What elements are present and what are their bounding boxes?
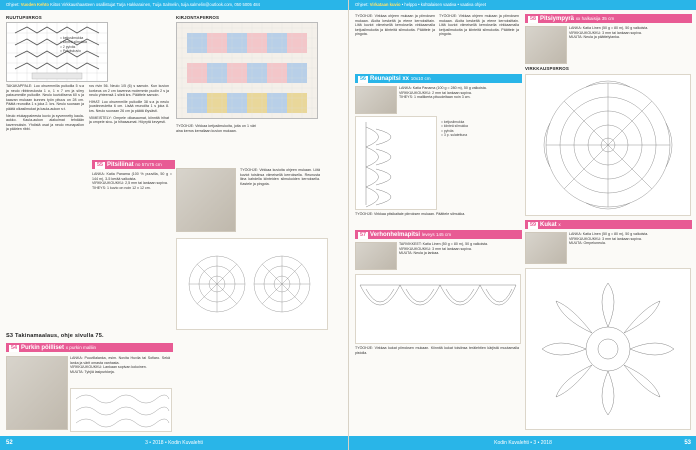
kuvio-note <box>176 124 256 164</box>
sweater-grid-chart <box>6 22 108 82</box>
pattern-54-header <box>6 343 173 352</box>
pattern-55-photo <box>176 168 236 232</box>
page-number: 52 <box>6 440 13 446</box>
pattern-subtitle: x <box>558 222 561 227</box>
legend-item: = 3 p. sulatettuna <box>441 133 468 138</box>
left-col1-text <box>6 84 84 329</box>
topbar-rest: Kiitos Virkkaushaasteen osallistujat Tarja Hakkarainen, Tuija Salmelin, tuija.salmelin@outlook.com, 050 5005 484 <box>50 2 260 7</box>
footer-text: Kodin Kuvalehti • 3 • 2018 <box>494 440 552 446</box>
paragraph: TYÖOHJE: Virkkaa ketjusilmukoita, joita on 1 väri aina kerros kerrallaan kuvion mukaan. <box>176 124 256 133</box>
paragraph: HIHAT: Luo ohuemmille puikoille 38 s:a ja neulo joustinneuletta 6 cm. Lisää reunoilta 1 s joka 8. krs. Neulo suoraan 26 cm ja päätä löysästi. <box>89 99 169 113</box>
pattern-title: Pitsiympyrä <box>540 16 575 22</box>
ruutupiirros-label: RUUTUPIIRROS <box>6 15 42 20</box>
left-footer <box>0 436 348 450</box>
topbar-accent: Vuoden Kehto <box>20 2 49 7</box>
right-topbar <box>349 0 696 10</box>
flower-diagram-59 <box>525 268 691 430</box>
pattern-55-header <box>92 160 175 169</box>
left-topbar <box>0 0 348 10</box>
edging-diagram-56 <box>355 116 437 210</box>
jar-diagram-54 <box>70 388 172 432</box>
paragraph: Neulo etukappaleesta kuvio ja syvennetty kaula-aukko. Kaula-aukon alakulmat tehdään kavennuksin. Yhdistä osat ja neulo reunapallon ja päärien ribbi. <box>6 113 84 132</box>
pattern-54-materials: LANKA: Puuvillalanka, esim. Novita Huvila tai Sofiaro. Sekä lanka ja värit omasta vanhasta. VIRKKUUKOUKKU: Lankaan sopivan kokoinen. MUUTA: Tyhjiä lasipurkkeja. <box>70 356 170 374</box>
pattern-title: Reunapitsi xx <box>370 76 410 82</box>
legend-item: = pylväs <box>441 128 454 133</box>
right-page <box>348 0 696 450</box>
pattern-58-materials: LANKA: Katia Linen (50 g = 80 m), 50 g valkoista. VIRKKUUKOUKKU: 3 mm tai lankaan sopiva. MUUTA: Neula ja päättelylanka. <box>569 26 649 40</box>
paragraph: TAKAKAPPALE: Luo ohuemmilla puikoilla 5 s:a ja neulo ribbineulosta 1 o, 1 n 7 cm ja siirry paksummille puikoille. Neulo kuviollisena 60 s ja kaavan mukaan kunnes työn pituus on 28 cm. Päätä reunoilta 1 s joka 2. krs. Neulo suoraan ja päätä olkasilmukat ja kaula-aukon s:t. <box>6 84 84 111</box>
pattern-title: Kukat <box>540 222 557 228</box>
curtain-edging-diagram-57 <box>355 274 521 344</box>
bottom-text <box>355 346 519 432</box>
pattern-55-text <box>240 168 320 230</box>
pattern-number: 54 <box>11 345 17 351</box>
ympyra-label: VIRKKAUSPIIRROS <box>525 66 569 71</box>
pattern-subtitle: leveys 145 cm <box>421 232 452 237</box>
topbar-prefix: Ohjeet: <box>355 2 369 7</box>
pattern-56-text <box>355 212 519 226</box>
pattern-subtitle: 10x10 cm <box>410 76 431 81</box>
pattern-number: 55 <box>97 162 103 168</box>
paragraph: TYÖOHJE: Virkkaa pitsikaitale piirroksen mukaan. Päättele silmukka. <box>355 212 466 216</box>
legend-item: = kiinteä silmukka <box>441 124 468 129</box>
pattern-57-header <box>355 230 522 239</box>
topbar-accent: Virkataan kuvio <box>369 2 401 7</box>
legend-item: = ketjusilmukka <box>60 36 84 40</box>
colour-chart <box>176 22 318 119</box>
pattern-54-photo <box>6 356 68 430</box>
pattern-58-photo <box>525 26 567 64</box>
legend-item: = kiinteä silmukka <box>60 40 87 45</box>
pattern-59-materials: LANKA: Katia Linen (50 g = 80 m), 50 g valkoista. VIRKKUUKOUKKU: 3 mm tai lankaan sopiva. MUUTA: Ompeluneula. <box>569 232 649 246</box>
pattern-56-header <box>355 74 522 83</box>
pattern-subtitle: x purkin malliin <box>65 345 97 350</box>
topbar-rest: • helppo • kohtalaisen vaativa • vaativa ohjeet <box>401 2 486 7</box>
footer-text: 3 • 2018 • Kodin Kuvalehti <box>145 440 203 446</box>
pattern-59-photo <box>525 232 567 264</box>
pattern-57-materials: TARVIKKEET: Katia Linen (50 g = 80 m), 50 g valkoista. VIRKKUUKOUKKU: 3 mm tai lankaan sopiva. MUUTA: Neula ja lankaa. <box>399 242 489 256</box>
circle-doily-diagram-58 <box>525 74 691 216</box>
pattern-number: 58 <box>530 16 536 22</box>
pattern-number: 59 <box>530 222 536 228</box>
section-53-title: S3 Takinamaalaus, ohje sivulla 75. <box>6 333 104 339</box>
pattern-57-photo <box>355 242 397 270</box>
left-col2-text <box>89 84 169 324</box>
legend-item: = Pylväskuvio <box>60 49 81 54</box>
pattern-number: 57 <box>360 232 366 238</box>
kirjontapiirros-label: KIRJONTAPIIRROS <box>176 15 220 20</box>
left-legend <box>60 36 87 54</box>
pattern-title: Verhonhelmapitsi <box>370 232 421 238</box>
legend-56 <box>441 120 468 138</box>
pattern-subtitle: xx halkaisija 35 cm <box>575 16 615 21</box>
pattern-56-photo <box>355 86 397 114</box>
pattern-56-materials: LANKA: Katia Panama (100 g = 280 m), 50 g valkoista. VIRKKUUKOUKKU: 2 mm tai lankaan sopiva. TIHEYS: 1 mallikerta pituudeltaan noin 3 cm. <box>399 86 487 100</box>
page-number: 53 <box>684 440 691 446</box>
pattern-59-header <box>525 220 692 229</box>
paragraph: TYÖOHJE: Virkkaa ohjeen mukaan ja piirroksen mukaan. Aloita keskeltä ja etene kerroksittain. Liitä kuviot viimeisellä kerroksella virkkaamalla ketjusilmukoita ja kiinteitä silmukoita. Päättele ja pingota. <box>355 14 435 37</box>
pattern-55-materials: LANKA: Katia Panama (100 % puuvilla, 50 g = 144 m), 3-5 kerää valkoista. VIRKKUUKOUKKU: 2,5 mm tai lankaan sopiva. TIHEYS: 1 kuvio on noin 12 x 12 cm. <box>92 172 172 190</box>
paragraph: TYÖOHJE: Virkkaa kukat piirroksen mukaan. Kiinnitä kukat toisiinsa terälehtien kärjistä muutamalla pistolla. <box>355 346 519 355</box>
paragraph: ros rivin 56. Neulo 1/5 (6) s samoin. Kun kuvion korkeus on 2 cm kavenna molemmin puolin 2 s ja neulo yhteensä 1 sileä krs. Päättele samoin. <box>89 84 169 98</box>
paragraph: TYÖOHJE: Virkkaa kuvioita ohjeen mukaan. Liitä kuviot toisiinsa viimeisellä kerroksella. Reunusta liina kahdella kiinteiden silmukoiden kerroksella. Kastele ja pingota. <box>240 168 320 186</box>
topbar-prefix: Ohjeet: <box>6 2 20 7</box>
right-col2-text <box>439 14 519 64</box>
paragraph: TYÖOHJE: Virkkaa ohjeen mukaan ja piirroksen mukaan. Aloita keskeltä ja etene kerroksittain. Liitä kuviot viimeisellä kerroksella virkkaamalla ketjusilmukoita ja kiinteitä silmukoita. Päättele ja pingota. <box>439 14 519 37</box>
legend-item: = ketjusilmukka <box>441 120 465 124</box>
pattern-subtitle: no 57x75 cm <box>135 162 162 167</box>
pattern-58-header <box>525 14 692 23</box>
lace-diagram-55 <box>176 238 328 330</box>
legend-item: = 2 pylväs <box>60 44 76 49</box>
pattern-title: Purkin pöilliset <box>21 345 65 351</box>
right-col1-text <box>355 14 435 64</box>
pattern-number: 56 <box>360 76 366 82</box>
paragraph: VIIMEISTELY: Ompele olkasaumat, kiinnitä hihat ja ompele sivu- ja hihasaumat. Höyrytä kevyesti. <box>89 115 169 125</box>
pattern-title: Pitsiliinat <box>107 162 134 168</box>
right-footer <box>349 436 696 450</box>
